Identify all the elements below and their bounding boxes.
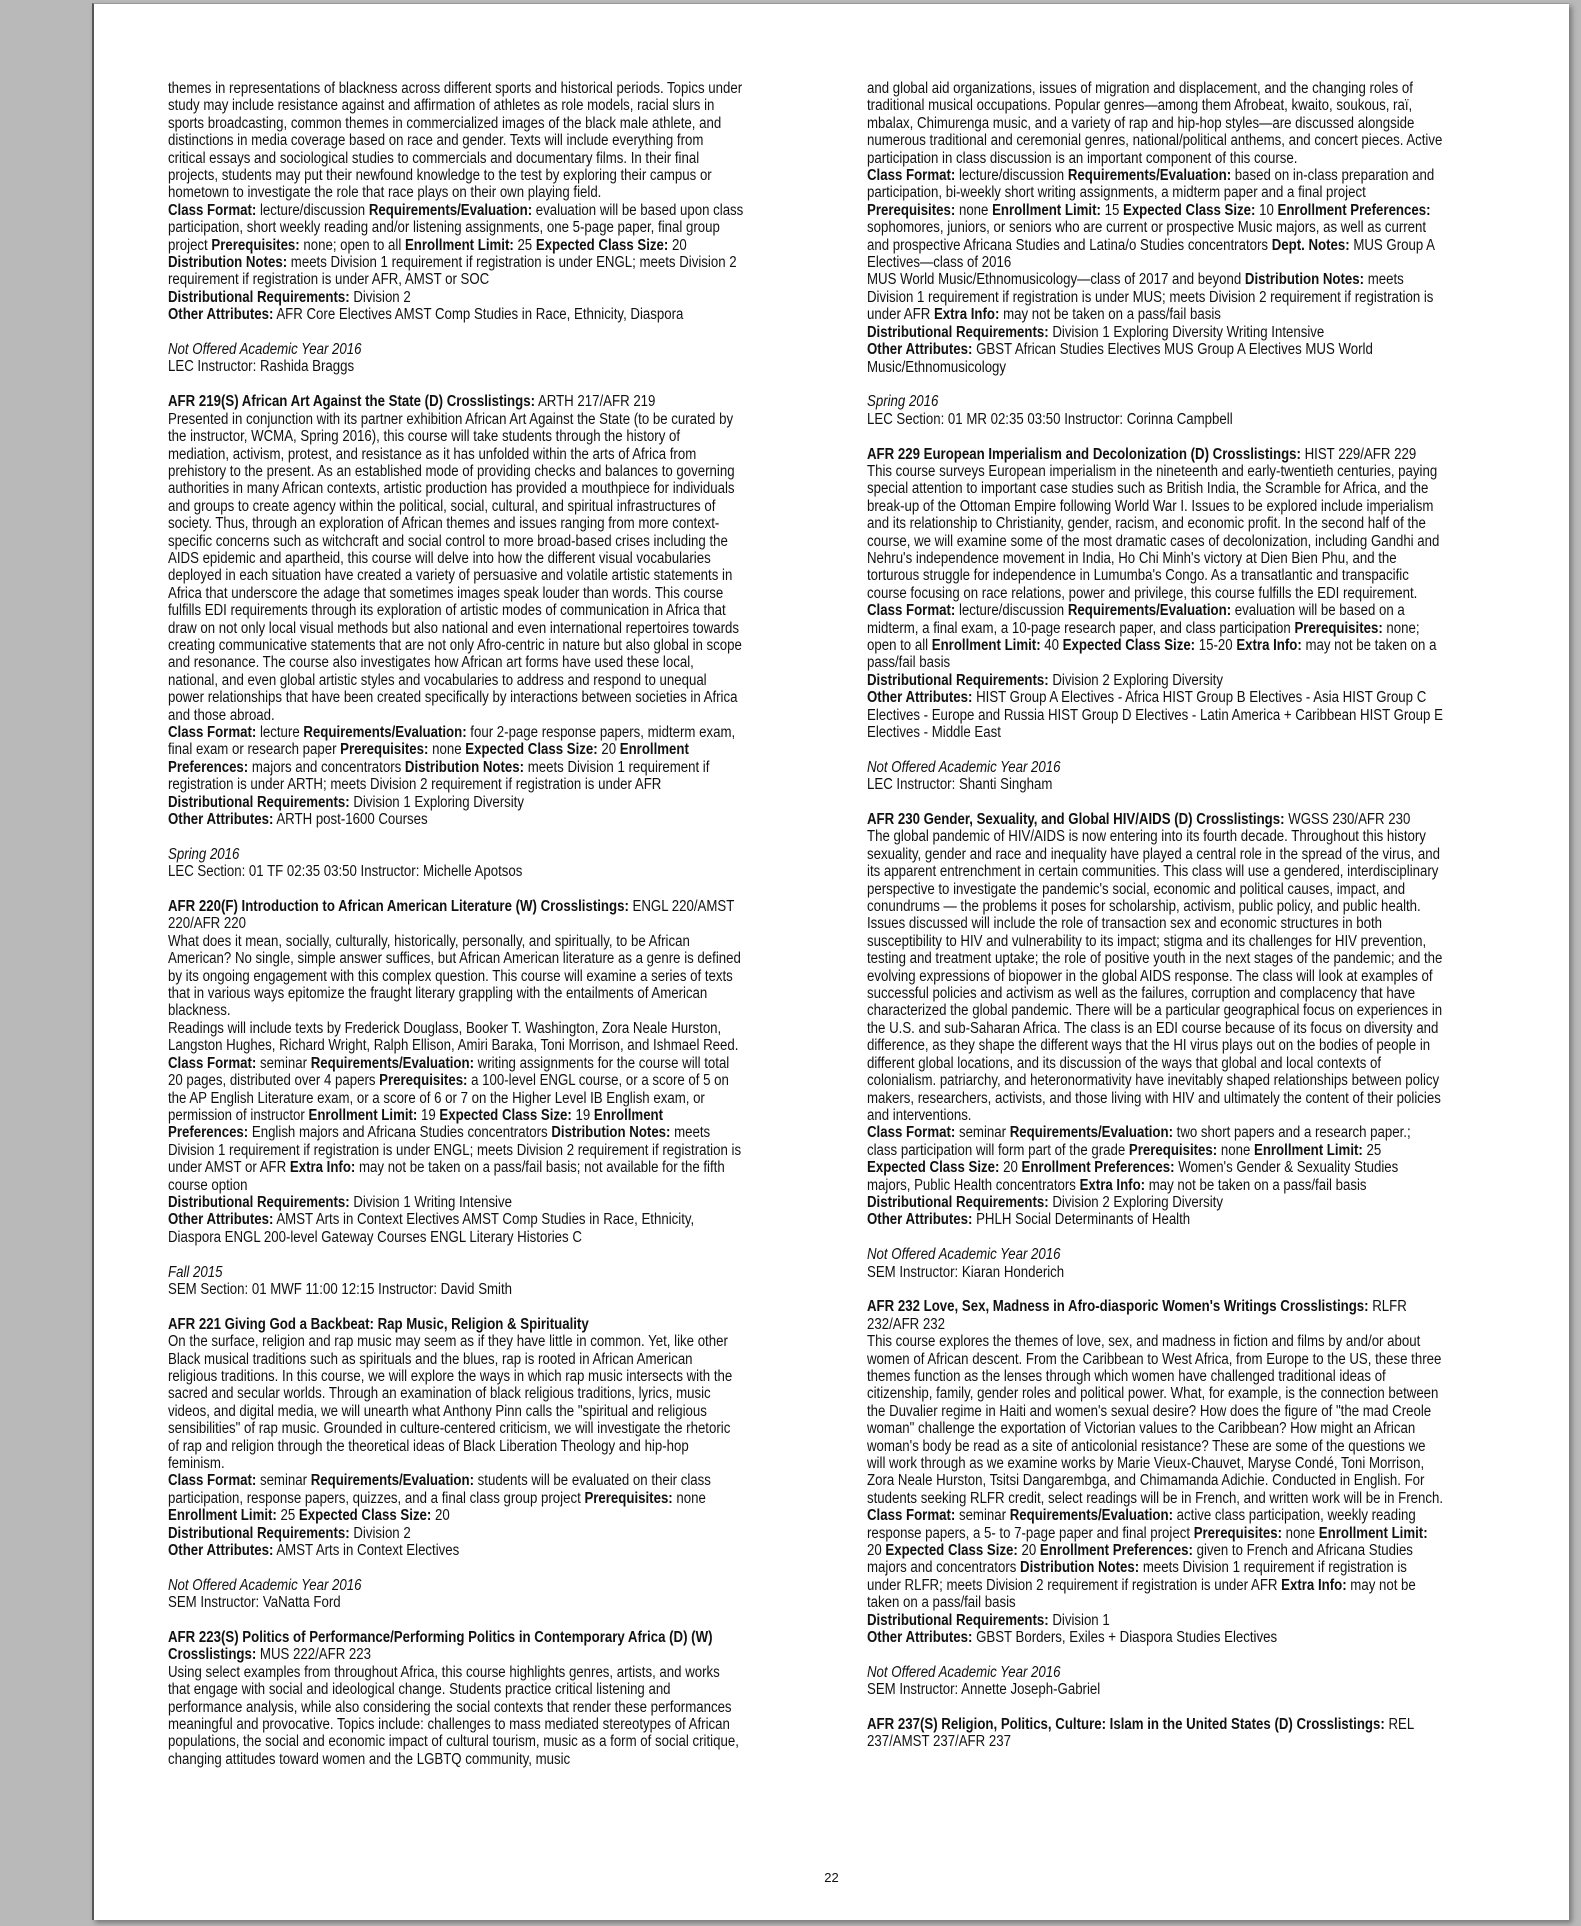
field-value: evaluation will be based on a midterm, a final exam, a 10-page research paper, and class participation [867,602,1405,637]
course-details [168,1055,744,1194]
field-value: 15-20 [1195,636,1237,654]
text: and global aid organizations, issues of migration and displacement, and the changing roles of traditional musical occupations. Popular genres—among them Afrobeat, kwaito, soukous, raï, mbalax, Chimurenga music, and a variety of rap and hip-hop styles—are discussed alongside numerous traditional and ceremonial genres, national/political anthems, and concert pieces. Active participation in class discussion is an important component of this course. [867,80,1443,167]
spacer [867,1229,1443,1246]
spacer [168,1298,744,1315]
field-label: Other Attributes: [168,1542,274,1560]
text: This course explores the themes of love, sex, and madness in fiction and films by and/or about women of African descent. From the Caribbean to West Africa, from Europe to the US, these three themes function as the lenses through which women have challenged traditional ideas of citizenship, family, gender roles and political power. What, for example, is the connection between the Duvalier regime in Haiti and women's sexual desire? How does the figure of "the mad Creole woman" challenge the exportation of Victorian values to the Caribbean? How might an African woman's body be read as a site of anticolonial resistance? These are some of the questions we will work through as we examine works by Marie Vieux-Chauvet, Maryse Condé, Toni Morrison, Zora Neale Hurston, Tsitsi Dangarembga, and Chimamanda Adichie. Conducted in English. For students seeking RLFR credit, select readings will be in French, and written work will be in French. [867,1333,1444,1507]
field-label: Class Format: [867,1124,956,1142]
course-heading [168,393,744,410]
body-text [867,80,1443,167]
field-value: meets Division 1 requirement if registration is under RLFR; meets Division 2 requirement if registration is under AFR [867,1559,1407,1594]
field-label: Expected Class Size: [298,1507,432,1525]
field-value: PHLH Social Determinants of Health [972,1211,1191,1229]
course-details [168,306,744,323]
field-label: Distributional Requirements: [867,323,1049,341]
course-details [168,811,744,828]
field-value: based on in-class preparation and participation, bi-weekly short writing assignments, a midterm paper and a final project [867,167,1435,202]
crosslistings-value: WGSS 230/AFR 230 [1284,811,1411,828]
field-label: Distributional Requirements: [168,288,350,306]
field-label: Requirements/Evaluation: [1067,602,1232,620]
catalog-page [92,3,1569,1920]
field-label: Distributional Requirements: [867,1193,1049,1211]
course-details [168,289,744,306]
field-value: GBST African Studies Electives MUS Group A Electives MUS World Music/Ethnomusicology [867,341,1373,376]
field-label: Expected Class Size: [885,1542,1018,1560]
spacer [168,1612,744,1629]
field-value: lecture [256,724,304,741]
course-details [867,1612,1443,1629]
spacer [168,881,744,898]
course-details [168,202,744,289]
spacer [168,1559,744,1576]
text: The global pandemic of HIV/AIDS is now entering into its fourth decade. Throughout this history sexuality, gender and race and inequality have played a central role in the spread of the virus, and its apparent entrenchment in certain communities. This class will use a gendered, interdisciplinary perspective to investigate the pandemic's social, economic and political causes, impact, and conundrums — the problems it poses for scholarship, activism, public policy, and public health. Issues discussed will include the role of transaction sex and economic structures in both susceptibility to HIV and vulnerability to its impact; stigma and its challenges for HIV prevention, testing and treatment uptake; the role of positive youth in the next stages of the pandemic; and the evolving expressions of biopower in the global AIDS response. The class will look at examples of successful policies and activism as well as the failures, corruption and complacency that have characterized the global pandemic. There will be a particular geographical focus on experiences in the U.S. and sub-Saharan Africa. The class is an EDI course because of its focus on diversity and difference, as they shape the different ways that the HI virus plays out on the bodies of people in different global locations, and its discussion of the ways that global and local contexts of colonialism. patriarchy, and heteronormativity have inevitably shaped relationships between policy makers, researchers, activists, and those living with HIV and ultimately the content of their policies and interventions. [867,828,1443,1124]
field-label: Class Format: [168,724,257,741]
term-offered [867,759,1443,776]
body-text [867,828,1443,1124]
field-value: writing assignments for the course will total 20 pages, distributed over 4 papers [168,1054,730,1090]
field-value: seminar [955,1507,1010,1525]
body-text [867,463,1443,602]
field-value: 15 [1100,201,1123,219]
term-offered [867,1246,1443,1263]
field-value: 25 [513,236,536,254]
course-heading [168,898,744,933]
field-value: none [428,741,466,759]
body-text [867,1264,1443,1281]
field-label: Requirements/Evaluation: [310,1472,474,1490]
body-text [168,1333,744,1472]
crosslistings-value: HIST 229/AFR 229 [1300,445,1417,463]
course-details [168,1472,744,1524]
field-value: AMST Arts in Context Electives [273,1542,460,1560]
field-value: two short papers and a research paper.; class participation will form part of the grade [867,1124,1411,1159]
field-value: none [672,1489,706,1507]
course-details [867,1629,1443,1646]
term-label: Not Offered Academic Year 2016 [867,1663,1061,1681]
course-heading [867,1298,1443,1333]
crosslistings-label: Crosslistings: [443,393,535,411]
field-value: may not be taken on a pass/fail basis [867,1576,1416,1612]
spacer [168,324,744,341]
field-value: Division 2 [349,288,411,306]
field-value: none [1217,1141,1254,1159]
field-value: lecture/discussion [955,167,1068,185]
field-value: none [1281,1524,1319,1542]
field-label: Dept. Notes: [1271,236,1350,254]
field-value: may not be taken on a pass/fail basis [867,636,1437,672]
field-label: Distributional Requirements: [168,1524,350,1542]
field-value: evaluation will be based upon class participation, short weekly reading and/or listening assignments, one 5-page paper, final group project [168,201,744,254]
field-label: Requirements/Evaluation: [1009,1507,1173,1525]
course-details [867,341,1443,376]
course-details [867,672,1443,689]
field-value: none [955,201,993,219]
course-details [168,1542,744,1559]
course-details [867,1507,1443,1611]
field-label: Other Attributes: [168,306,274,324]
field-value: 20 [999,1159,1022,1177]
crosslistings-value: ENGL 220/AMST 220/AFR 220 [168,898,735,933]
field-value: 20 [1017,1542,1040,1560]
body-text [168,80,744,202]
field-label: Prerequisites: [340,741,429,759]
field-label: Distributional Requirements: [168,793,350,811]
field-value: MUS Group A Electives—class of 2016 [867,236,1435,272]
course-title: AFR 221 Giving God a Backbeat: Rap Music, Religion & Spirituality [168,1315,589,1333]
term-offered [867,393,1443,410]
field-value: four 2-page response papers, midterm exam, final exam or research paper [168,724,736,759]
text: This course surveys European imperialism in the nineteenth and early-twentieth centuries, paying special attention to important case studies such as British India, the Scramble for Africa, and the break-up of the Ottoman Empire following World War I. Issues to be explored include imperialism and its relationship to Christianity, gender, racism, and economic profit. In the second half of the course, we will examine some of the most dramatic cases of decolonization, including Gandhi and Nehru's independence movement in India, Ho Chi Minh's victory at Dien Bien Phu, and the torturous struggle for independence in Lumumba's Congo. As a transatlantic and transpacific course focusing on race relations, power and privilege, this course fulfills the EDI requirement. [867,462,1440,602]
crosslistings-value: ARTH 217/AFR 219 [534,393,656,411]
field-value: AMST Arts in Context Electives AMST Comp Studies in Race, Ethnicity, Diaspora ENGL 200-level Gateway Courses ENGL Literary Histories C [168,1211,695,1246]
text: SEM Instructor: Kiaran Honderich [867,1263,1065,1281]
term-label: Not Offered Academic Year 2016 [168,341,362,359]
field-value: English majors and Africana Studies concentrators [248,1124,552,1142]
field-label: Distribution Notes: [168,254,288,272]
body-text [867,776,1443,793]
field-value: seminar [256,1054,311,1072]
field-label: Requirements/Evaluation: [368,201,533,219]
field-label: Class Format: [867,602,956,620]
crosslistings-label: Crosslistings: [1292,1716,1385,1734]
crosslistings-label: Crosslistings: [168,1646,257,1664]
field-label: Enrollment Limit: [168,1507,277,1525]
field-value: a 100-level ENGL course, or a score of 5 on the AP English Literature exam, or a score of 6 or 7 on the Higher Level IB English exam, or permission of instructor [168,1072,729,1124]
field-label: Other Attributes: [867,1211,973,1229]
text: LEC Section: 01 TF 02:35 03:50 Instructor: Michelle Apotsos [168,863,523,881]
field-value: Division 1 Exploring Diversity [349,793,524,811]
course-title: AFR 229 European Imperialism and Decolonization (D) [867,445,1209,463]
field-value: GBST Borders, Exiles + Diaspora Studies Electives [972,1629,1278,1647]
field-value: Division 2 Exploring Diversity [1048,1193,1223,1211]
field-value: 25 [1362,1141,1382,1159]
crosslistings-label: Crosslistings: [536,898,629,916]
crosslistings-value: RLFR 232/AFR 232 [867,1298,1407,1333]
course-details [867,324,1443,341]
text: Readings will include texts by Frederick Douglass, Booker T. Washington, Zora Neale Hurston, Langston Hughes, Richard Wright, Ralph Ellison, Amiri Baraka, Toni Morrison, and Ishmael Reed. [168,1019,739,1055]
field-label: Distribution Notes: [1244,271,1365,289]
field-value: Division 1 [1048,1611,1110,1629]
right-column [867,80,1443,1751]
text: SEM Section: 01 MWF 11:00 12:15 Instructor: David Smith [168,1280,513,1298]
field-value: given to French and Africana Studies majors and concentrators [867,1542,1413,1577]
field-label: Class Format: [168,1472,257,1490]
body-text [168,1281,744,1298]
text: LEC Section: 01 MR 02:35 03:50 Instructor: Corinna Campbell [867,410,1233,428]
field-label: Prerequisites: [867,201,956,219]
field-value: may not be taken on a pass/fail basis [999,306,1221,324]
field-label: Enrollment Limit: [992,201,1101,219]
text: LEC Instructor: Rashida Braggs [168,358,355,376]
field-value: Division 1 Writing Intensive [349,1193,512,1211]
body-text [168,863,744,880]
field-label: Extra Info: [1281,1576,1347,1594]
course-heading [867,811,1443,828]
crosslistings-label: Crosslistings: [1276,1298,1369,1316]
spacer [867,428,1443,445]
term-label: Spring 2016 [168,845,240,863]
course-details [168,1194,744,1211]
field-label: Enrollment Preferences: [168,741,689,776]
field-label: Enrollment Limit: [1253,1141,1363,1159]
course-heading [168,1629,744,1664]
course-details [867,1211,1443,1228]
body-text [168,411,744,724]
course-details [168,724,744,794]
field-label: Other Attributes: [867,689,973,707]
field-label: Extra Info: [1236,636,1302,654]
field-value: sophomores, juniors, or seniors who are current or prospective Music majors, as well as current and prospective Africana Studies and Latina/o Studies concentrators [867,219,1427,254]
course-details [867,1194,1443,1211]
term-offered [867,1664,1443,1681]
field-value: 20 [597,741,620,759]
course-details [867,689,1443,741]
crosslistings-value: REL 237/AMST 237/AFR 237 [867,1716,1414,1751]
field-label: Enrollment Preferences: [168,1106,664,1142]
text: Presented in conjunction with its partner exhibition African Art Against the State (to be curated by the instructor, WCMA, Spring 2016), this course will take students through the history of mediation, activism, protest, and resistance as it has unfolded within the arts of Africa from prehistory to the present. As an established mode of providing checks and balances to governing authorities in many African contexts, artistic production has provided a mouthpiece for individuals and groups to create agency within the political, social, cultural, and spiritual infrastructures of society. Thus, through an exploration of African themes and issues ranging from more context-specific concerns such as witchcraft and social control to more broad-based crises including the AIDS epidemic and apartheid, this course will delve into how the different visual vocabularies deployed in each situation have created a variety of persuasive and volatile artistic statements in Africa that underscore the adage that sometimes images speak louder than words. This course fulfills EDI requirements through its exploration of artistic modes of communication in Africa that draw on not only local visual methods but also national and even international repertoires towards creating communicative statements that are not only Afro-centric in nature but also global in scope and resonance. The course also investigates how African art forms have used these local, national, and even global artistic styles and vocabularies to address and respond to unequal power relationships that have been created specifically by interactions between societies in Africa and those abroad. [168,410,742,724]
field-label: Enrollment Limit: [931,636,1041,654]
field-label: Prerequisites: [379,1072,468,1090]
field-value: may not be taken on a pass/fail basis; not available for the fifth course option [168,1159,725,1194]
field-label: Prerequisites: [211,236,300,254]
crosslistings-value: MUS 222/AFR 223 [256,1646,372,1664]
course-details [867,1124,1443,1194]
field-value: 20 [431,1507,450,1525]
term-offered [168,846,744,863]
field-label: Requirements/Evaluation: [310,1054,474,1072]
page-number: 22 [824,1870,839,1885]
body-text [867,1681,1443,1698]
field-label: Expected Class Size: [439,1106,572,1124]
spacer [867,741,1443,758]
spacer [168,376,744,393]
field-label: Enrollment Preferences: [1039,1542,1193,1560]
field-label: Enrollment Preferences: [1277,201,1431,219]
field-label: Prerequisites: [1193,1524,1282,1542]
course-title: AFR 232 Love, Sex, Madness in Afro-diasporic Women's Writings [867,1298,1277,1316]
spacer [168,828,744,845]
field-label: Expected Class Size: [535,236,669,254]
field-label: Class Format: [168,201,257,219]
field-label: Distribution Notes: [551,1124,671,1142]
course-heading [867,446,1443,463]
course-title: AFR 220(F) Introduction to African American Literature (W) [168,898,537,916]
term-offered [168,341,744,358]
body-text [168,1664,744,1768]
field-label: Enrollment Limit: [308,1106,418,1124]
field-value: ARTH post-1600 Courses [273,811,428,829]
field-label: Distribution Notes: [404,758,525,776]
field-value: 19 [571,1106,594,1124]
spacer [867,1646,1443,1663]
term-label: Spring 2016 [867,393,939,411]
text: SEM Instructor: Annette Joseph-Gabriel [867,1681,1101,1699]
body-text [168,933,744,1020]
field-value: seminar [955,1124,1010,1142]
field-value: seminar [256,1472,311,1490]
text: Using select examples from throughout Africa, this course highlights genres, artists, and works that engage with social and ideological change. Students practice critical listening and performance analysis, while also considering the social contexts that render these performances meaningful and provocative. Topics include: challenges to mass mediated stereotypes of African populations, the social and economic impact of cultural tourism, music as a form of social critique, changing attitudes toward women and the LGBTQ community, music [168,1663,739,1768]
text: SEM Instructor: VaNatta Ford [168,1594,341,1612]
course-title: AFR 223(S) Politics of Performance/Performing Politics in Contemporary Africa (D) (W) [168,1629,713,1647]
field-value: AFR Core Electives AMST Comp Studies in Race, Ethnicity, Diaspora [273,306,684,324]
course-heading [867,1716,1443,1751]
field-label: Class Format: [867,167,956,185]
field-value: meets Division 1 requirement if registration is under ENGL; meets Division 2 requirement if registration is under AMST or AFR [168,1124,742,1177]
field-label: Extra Info: [1079,1176,1146,1194]
field-value: MUS World Music/Ethnomusicology—class of 2017 and beyond [867,271,1245,289]
field-value: 20 [668,236,687,254]
text: LEC Instructor: Shanti Singham [867,776,1053,794]
field-value: 10 [1255,201,1278,219]
course-details [867,271,1443,323]
field-value: Division 2 [349,1524,411,1542]
field-label: Enrollment Limit: [404,236,514,254]
field-label: Enrollment Limit: [1318,1524,1428,1542]
course-title: AFR 219(S) African Art Against the State (D) [168,393,444,411]
term-label: Not Offered Academic Year 2016 [867,758,1061,776]
text: On the surface, religion and rap music may seem as if they have little in common. Yet, like other Black musical traditions such as spirituals and the blues, rap is rooted in African American religious traditions. In this course, we will explore the ways in which rap music intersects with the sacred and secular worlds. Through an examination of black religious traditions, lyrics, music videos, and digital media, we will unearth what Anthony Pinn calls the "spiritual and religious sensibilities" of rap music. Grounded in culture-centered criticism, we will investigate the rhetoric of rap and religion through the theoretical ideas of Black Liberation Theology and hip-hop feminism. [168,1333,733,1472]
course-details [867,167,1443,271]
field-label: Expected Class Size: [1122,201,1256,219]
field-label: Other Attributes: [867,341,973,359]
field-label: Expected Class Size: [867,1159,1000,1177]
field-label: Class Format: [867,1507,956,1525]
field-label: Class Format: [168,1054,257,1072]
term-label: Not Offered Academic Year 2016 [867,1246,1061,1264]
field-label: Distribution Notes: [1020,1559,1140,1577]
field-label: Distributional Requirements: [168,1193,350,1211]
term-label: Fall 2015 [168,1263,223,1281]
field-value: active class participation, weekly reading response papers, a 5- to 7-page paper and final project [867,1507,1416,1542]
spacer [867,1281,1443,1298]
field-value: may not be taken on a pass/fail basis [1145,1176,1367,1194]
term-label: Not Offered Academic Year 2016 [168,1576,362,1594]
field-value: Women's Gender & Sexuality Studies majors, Public Health concentrators [867,1159,1399,1194]
field-value: majors and concentrators [248,758,405,776]
left-column [168,80,744,1768]
field-label: Extra Info: [933,306,1000,324]
body-text [168,1594,744,1611]
course-details [168,1211,744,1246]
body-text [168,1020,744,1055]
spacer [867,376,1443,393]
field-label: Other Attributes: [867,1629,973,1647]
course-details [168,794,744,811]
body-text [867,411,1443,428]
text: themes in representations of blackness across different sports and historical periods. Topics under study may include resistance against and affirmation of athletes as role models, racial slurs in sports broadcasting, common themes in commercialized images of the black male athlete, and distinctions in media coverage based on race and gender. Texts will include everything from critical essays and sociological studies to commercials and documentary films. In their final projects, students may put their newfound knowledge to the test by exploring their campus or hometown to investigate the role that race plays on their own playing field. [168,80,743,202]
field-value: 20 [867,1542,886,1560]
field-value: 19 [417,1106,440,1124]
field-label: Extra Info: [289,1159,356,1177]
field-value: students will be evaluated on their class participation, response papers, quizzes, and a final class group project [168,1472,711,1507]
course-title: AFR 237(S) Religion, Politics, Culture: Islam in the United States (D) [867,1716,1293,1734]
field-value: 25 [276,1507,299,1525]
field-label: Expected Class Size: [465,741,598,759]
spacer [867,794,1443,811]
field-value: Division 2 Exploring Diversity [1048,671,1223,689]
term-offered [168,1577,744,1594]
field-value: 40 [1040,636,1063,654]
field-value: none; open to all [867,619,1420,654]
field-label: Requirements/Evaluation: [1067,167,1232,185]
field-value: none; open to all [299,236,405,254]
field-value: meets Division 1 requirement if registration is under ENGL; meets Division 2 requirement if registration is under AFR, AMST or SOC [168,254,737,289]
field-label: Distributional Requirements: [867,671,1049,689]
field-label: Other Attributes: [168,1211,274,1229]
field-label: Enrollment Preferences: [1021,1159,1175,1177]
field-label: Expected Class Size: [1062,636,1196,654]
crosslistings-label: Crosslistings: [1192,811,1285,828]
course-title: AFR 230 Gender, Sexuality, and Global HIV/AIDS (D) [867,811,1193,828]
field-label: Distributional Requirements: [867,1611,1049,1629]
course-heading [168,1316,744,1333]
field-value: lecture/discussion [955,602,1068,620]
field-label: Requirements/Evaluation: [303,724,467,741]
course-details [168,1525,744,1542]
text: What does it mean, socially, culturally, historically, personally, and spiritually, to be African American? No single, simple answer suffices, but African American literature as a genre is defined by its ongoing engagement with this complex question. This course will examine a series of texts that in various ways epitomize the fraught literary grappling with the entailments of American blackness. [168,932,741,1020]
term-offered [168,1264,744,1281]
field-label: Prerequisites: [1294,619,1383,637]
field-label: Other Attributes: [168,811,274,829]
crosslistings-label: Crosslistings: [1208,445,1301,463]
body-text [168,358,744,375]
field-value: meets Division 1 requirement if registration is under ARTH; meets Division 2 requirement if registration is under AFR [168,758,710,794]
field-label: Prerequisites: [1128,1141,1218,1159]
course-details [867,602,1443,672]
field-value: HIST Group A Electives - Africa HIST Group B Electives - Asia HIST Group C Electives - Europe and Russia HIST Group D Electives - Latin America + Caribbean HIST Group E Electives - Middle East [867,689,1443,741]
spacer [867,1699,1443,1716]
spacer [168,1246,744,1263]
field-label: Requirements/Evaluation: [1009,1124,1173,1142]
field-value: Division 1 Exploring Diversity Writing Intensive [1048,323,1325,341]
field-value: lecture/discussion [256,201,369,219]
body-text [867,1333,1443,1507]
field-value: meets Division 1 requirement if registration is under MUS; meets Division 2 requirement if registration is under AFR [867,271,1434,324]
field-label: Prerequisites: [584,1489,673,1507]
